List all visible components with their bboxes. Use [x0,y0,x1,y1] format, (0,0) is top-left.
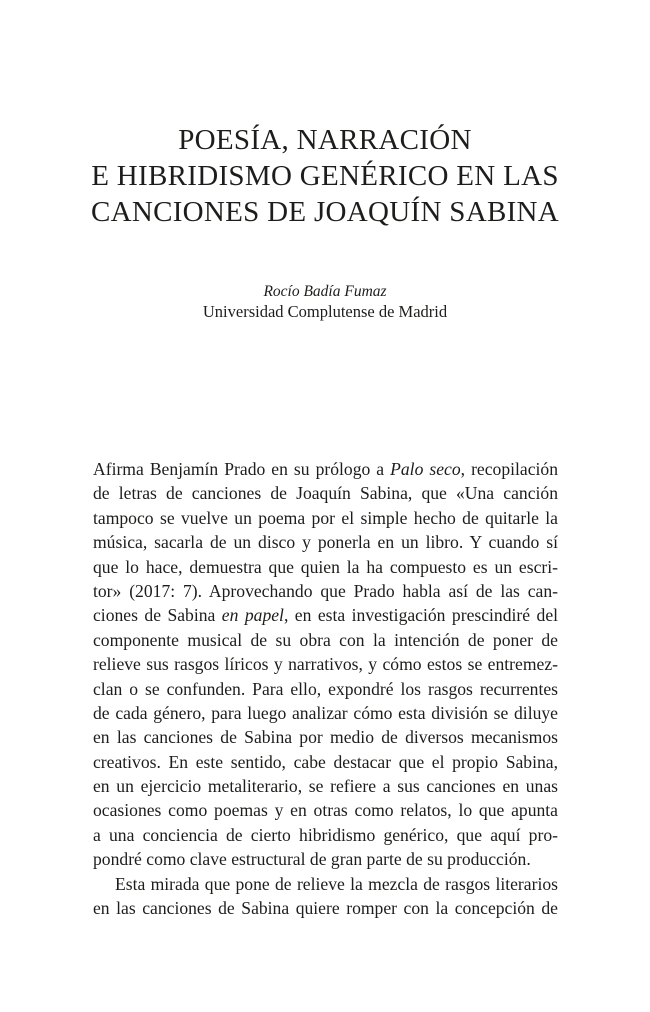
body-line: creativos. En este sentido, cabe destacar que el propio Sabina, [93,751,558,772]
author-name: Rocío Badía Fumaz [263,283,387,300]
body-line [93,457,558,481]
body-line: pondré como clave estructural de gran parte de su producción. [93,849,531,870]
title-line: POESÍA, NARRACIÓN [178,124,472,156]
body-line: en un ejercicio metaliterario, se refiere a sus canciones en unas [93,776,558,797]
body-text [93,457,558,920]
body-line: a una conciencia de cierto hibridismo genérico, que aquí pro- [93,824,558,845]
title-line: E HIBRIDISMO GENÉRICO EN LAS [91,160,559,192]
body-line: tampoco se vuelve un poema por el simple hecho de quitarle la [93,507,558,528]
author-affiliation: Universidad Complutense de Madrid [202,302,448,321]
body-line: música, sacarla de un disco y ponerla en un libro. Y cuando sí [93,532,558,553]
body-line: relieve sus rasgos líricos y narrativos, y cómo estos se entremez- [93,654,558,675]
body-line: en las canciones de Sabina por medio de diversos mecanismos [93,727,558,748]
body-line: en las canciones de Sabina quiere romper con la concepción de [93,898,558,919]
body-line [93,603,558,627]
text-run: , en esta investigación prescindiré del [283,605,559,626]
body-line: tor» (2017: 7). Aprovechando que Prado habla así de las can- [93,580,558,601]
book-title-palo-seco: Palo seco [390,459,461,479]
body-line: clan o se confunden. Para ello, expondré los rasgos recurrentes [93,678,558,699]
body-line: Esta mirada que pone de relieve la mezcla de rasgos literarios [115,873,558,894]
paper-title [0,122,650,230]
title-line: CANCIONES DE JOAQUÍN SABINA [90,196,560,228]
body-line: de letras de canciones de Joaquín Sabina, que «Una canción [93,483,558,504]
body-line: ocasiones como poemas y en otras como relatos, lo que apunta [93,800,558,821]
text-run: Afirma Benjamín Prado en su prólogo a [93,459,391,479]
body-line: de cada género, para luego analizar cómo esta división se diluye [93,702,558,723]
body-line: que lo hace, demuestra que quien la ha compuesto es un escri- [93,556,558,577]
text-run: ciones de Sabina [93,605,222,626]
italic-en-papel: en papel [221,605,284,626]
body-line: componente musical de su obra con la intención de poner de [93,629,558,650]
text-run: , recopilación [460,459,559,479]
